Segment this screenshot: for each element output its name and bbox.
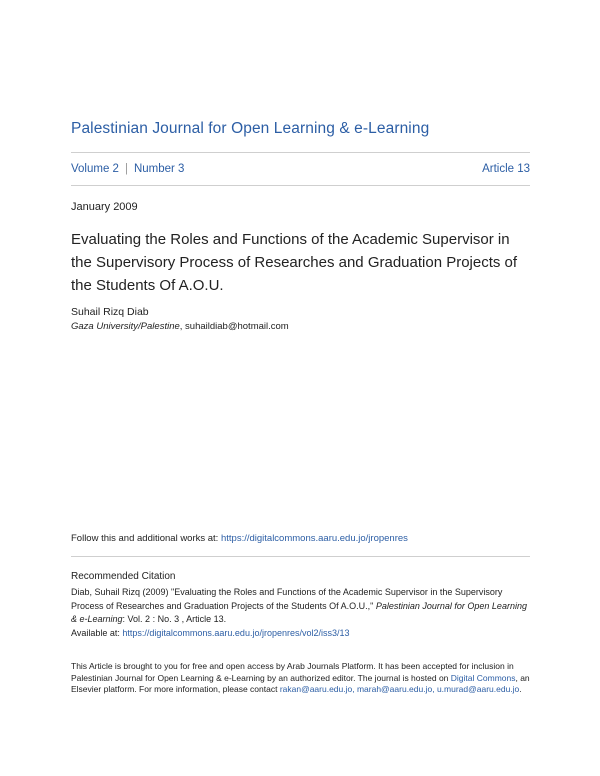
journal-title-link[interactable]: Palestinian Journal for Open Learning & e-Learning <box>71 120 430 137</box>
issue-separator: | <box>124 163 128 175</box>
article-link[interactable]: Article 13 <box>482 163 530 175</box>
citation-heading: Recommended Citation <box>71 571 176 582</box>
citation-body <box>71 586 533 640</box>
citation-volume: : Vol. 2 : No. 3 , Article 13. <box>122 614 227 624</box>
author-email: , suhaildiab@hotmail.com <box>179 321 289 332</box>
top-divider <box>71 152 530 153</box>
citation-text: Diab, Suhail Rizq (2009) "Evaluating the Roles and Functions of the Academic Supervisor in the Supervisory Process of Researches and Graduation Projects of the Students Of A.O.U.," <box>71 587 503 611</box>
notice-text-1: This Article is brought to you for free and open access by Arab Journals Platform. It has been accepted for inclusion in Palestinian Journal for Open Learning & e-Learning by an authorized editor. The journal is hosted on <box>71 661 514 683</box>
issue-divider <box>71 185 530 186</box>
notice-text-3: . <box>519 684 522 694</box>
follow-line <box>71 533 408 544</box>
volume-link[interactable]: Volume 2 <box>71 163 119 175</box>
notice-text-2: , an Elsevier platform. For more information, please contact <box>71 672 530 694</box>
follow-text: Follow this and additional works at: <box>71 533 221 544</box>
author-name: Suhail Rizq Diab <box>71 306 149 318</box>
author-affiliation <box>71 321 289 332</box>
affiliation-text: Gaza University/Palestine <box>71 321 180 332</box>
available-text: Available at: <box>71 627 123 638</box>
citation-journal: Palestinian Journal for Open Learning & e-Learning <box>71 600 527 624</box>
issue-info-row <box>71 163 530 175</box>
follow-link[interactable]: https://digitalcommons.aaru.edu.jo/jropenres <box>220 533 408 544</box>
contact-email-links[interactable]: rakan@aaru.edu.jo, marah@aaru.edu.jo, u.murad@aaru.edu.jo <box>279 684 520 694</box>
digital-commons-link[interactable]: Digital Commons <box>450 672 516 683</box>
number-link[interactable]: Number 3 <box>133 163 185 175</box>
publication-date: January 2009 <box>71 201 138 213</box>
available-link[interactable]: https://digitalcommons.aaru.edu.jo/jropenres/vol2/iss3/13 <box>122 627 350 638</box>
access-notice <box>71 661 533 696</box>
citation-divider <box>71 556 530 557</box>
article-title: Evaluating the Roles and Functions of the Academic Supervisor in the Supervisory Process of Researches and Graduation Projects of the Students Of A.O.U. <box>71 231 518 294</box>
